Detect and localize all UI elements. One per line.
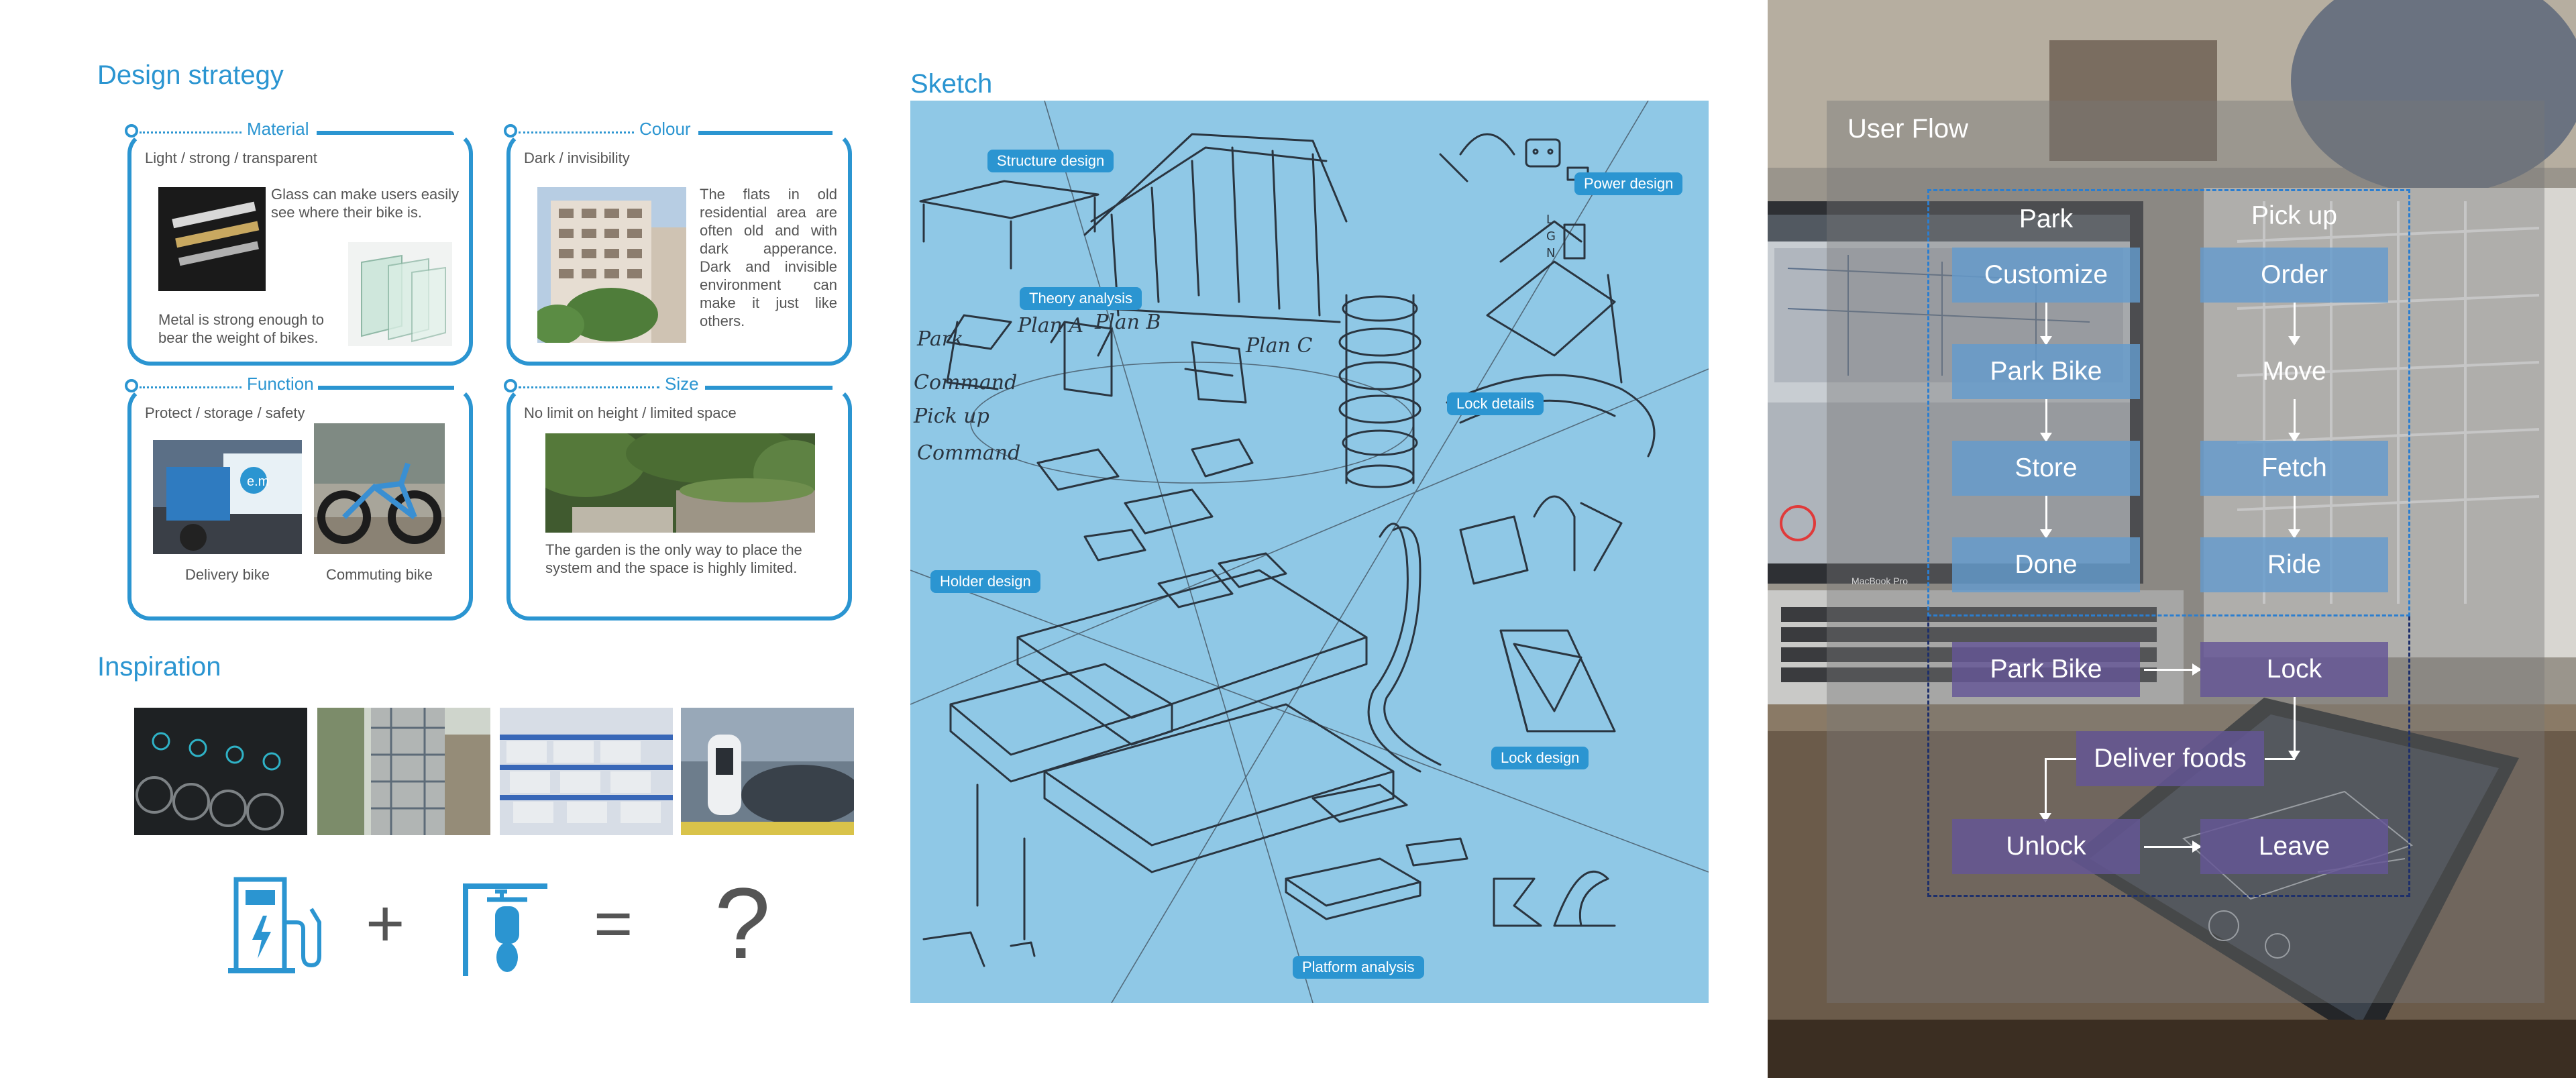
flow-pickup-fetch: Fetch bbox=[2200, 441, 2388, 496]
power-letter-n: N bbox=[1546, 246, 1556, 260]
flow-pickup-order: Order bbox=[2200, 248, 2388, 303]
flow-delivery-leave: Leave bbox=[2200, 819, 2388, 874]
flow-arrow-down bbox=[2045, 303, 2047, 344]
tag-platform-analysis: Platform analysis bbox=[1293, 956, 1424, 979]
card-top-border bbox=[705, 386, 833, 390]
plus-sign: + bbox=[366, 886, 405, 961]
power-letter-l: L bbox=[1546, 213, 1554, 227]
sketch-title: Sketch bbox=[910, 69, 993, 99]
card-dotted-line bbox=[140, 131, 241, 133]
flow-delivery-park-bike: Park Bike bbox=[1952, 642, 2140, 697]
handwriting-command-1: Command bbox=[914, 371, 1018, 394]
svg-text:e.m: e.m bbox=[247, 474, 270, 489]
card-dot bbox=[125, 124, 138, 138]
tag-structure-design: Structure design bbox=[987, 150, 1114, 172]
handwriting-command-2: Command bbox=[917, 441, 1021, 465]
flow-arrow-right bbox=[2144, 669, 2200, 671]
card-dot bbox=[125, 379, 138, 392]
tag-holder-design: Holder design bbox=[930, 570, 1040, 593]
size-card bbox=[506, 374, 852, 621]
material-subtitle: Light / strong / transparent bbox=[145, 150, 317, 166]
card-dot bbox=[504, 379, 517, 392]
material-text-metal: Metal is strong enough to bear the weight of bikes. bbox=[158, 311, 325, 346]
material-title: Material bbox=[241, 119, 314, 140]
flow-arrow-down bbox=[2294, 303, 2296, 344]
flow-connector bbox=[2265, 758, 2295, 760]
size-title: Size bbox=[659, 374, 704, 394]
inspiration-image-parking-garage bbox=[500, 708, 673, 835]
card-top-border bbox=[318, 386, 454, 390]
flow-delivery-unlock: Unlock bbox=[1952, 819, 2140, 874]
function-title: Function bbox=[241, 374, 319, 394]
scooter-parking-icon bbox=[463, 882, 550, 976]
flow-park-done: Done bbox=[1952, 537, 2140, 592]
flow-arrow-down bbox=[2294, 697, 2296, 759]
card-dotted-line bbox=[140, 386, 241, 388]
sketch-drawings bbox=[910, 101, 1709, 1003]
card-dotted-line bbox=[519, 386, 659, 388]
delivery-bike-caption: Delivery bike bbox=[185, 566, 270, 583]
power-letter-g: G bbox=[1546, 229, 1556, 244]
flow-arrow-down bbox=[2294, 496, 2296, 537]
handwriting-plan-c: Plan C bbox=[1246, 334, 1313, 358]
pickup-header: Pick up bbox=[2251, 201, 2337, 230]
colour-text: The flats in old residential area are often old and with dark apperance. Dark and invisible environment can make it just like others. bbox=[700, 186, 837, 329]
equals-sign: = bbox=[594, 886, 633, 961]
tag-theory-analysis: Theory analysis bbox=[1020, 287, 1142, 310]
flow-arrow-right bbox=[2144, 846, 2200, 848]
card-dot bbox=[504, 124, 517, 138]
handwriting-plan-b: Plan B bbox=[1095, 311, 1161, 334]
handwriting-plan-a: Plan A bbox=[1018, 314, 1084, 337]
flow-park-store: Store bbox=[1952, 441, 2140, 496]
card-dotted-line bbox=[519, 131, 634, 133]
tag-lock-design: Lock design bbox=[1491, 747, 1589, 769]
size-text: The garden is the only way to place the system and the space is highly limited. bbox=[545, 541, 802, 576]
delivery-bike-image bbox=[153, 440, 302, 554]
charging-station-icon bbox=[228, 875, 329, 976]
size-subtitle: No limit on height / limited space bbox=[524, 405, 737, 421]
flow-arrow-down bbox=[2045, 496, 2047, 537]
colour-subtitle: Dark / invisibility bbox=[524, 150, 630, 166]
user-flow-title: User Flow bbox=[1847, 114, 1969, 144]
function-card bbox=[127, 374, 473, 621]
flow-delivery-lock: Lock bbox=[2200, 642, 2388, 697]
glass-panels-image bbox=[348, 242, 452, 346]
colour-title: Colour bbox=[634, 119, 696, 140]
flow-connector bbox=[2045, 758, 2076, 760]
flow-pickup-ride: Ride bbox=[2200, 537, 2388, 592]
material-card bbox=[127, 119, 473, 366]
card-top-border bbox=[317, 131, 454, 135]
colour-card bbox=[506, 119, 852, 366]
laptop-brand-label: MacBook Pro bbox=[1851, 576, 1909, 586]
inspiration-image-bike-rack bbox=[134, 708, 307, 835]
inspiration-title: Inspiration bbox=[97, 652, 221, 682]
question-mark: ? bbox=[714, 867, 771, 979]
flow-arrow-down bbox=[2294, 399, 2296, 441]
garden-image bbox=[545, 433, 815, 533]
handwriting-park: Park bbox=[917, 327, 964, 351]
flow-delivery-deliver-foods: Deliver foods bbox=[2076, 731, 2264, 786]
flow-park-park-bike: Park Bike bbox=[1952, 344, 2140, 399]
commuting-bike-image bbox=[314, 423, 445, 554]
old-flats-image bbox=[537, 187, 686, 343]
tag-power-design: Power design bbox=[1574, 172, 1682, 195]
sketch-panel bbox=[910, 101, 1709, 1003]
flow-arrow-down bbox=[2045, 758, 2047, 821]
tag-lock-details: Lock details bbox=[1447, 392, 1544, 415]
park-header: Park bbox=[2019, 205, 2074, 233]
flow-arrow-down bbox=[2045, 399, 2047, 441]
card-top-border bbox=[698, 131, 833, 135]
design-strategy-title: Design strategy bbox=[97, 60, 284, 90]
material-text-glass: Glass can make users easily see where their bike is. bbox=[271, 186, 459, 221]
handwriting-pickup: Pick up bbox=[914, 405, 989, 428]
inspiration-image-tower bbox=[317, 708, 490, 835]
function-subtitle: Protect / storage / safety bbox=[145, 405, 305, 421]
inspiration-image-ev-charger bbox=[681, 708, 854, 835]
commuting-bike-caption: Commuting bike bbox=[326, 566, 433, 583]
metal-bars-image bbox=[158, 187, 266, 291]
flow-park-customize: Customize bbox=[1952, 248, 2140, 303]
flow-pickup-move: Move bbox=[2262, 357, 2326, 386]
